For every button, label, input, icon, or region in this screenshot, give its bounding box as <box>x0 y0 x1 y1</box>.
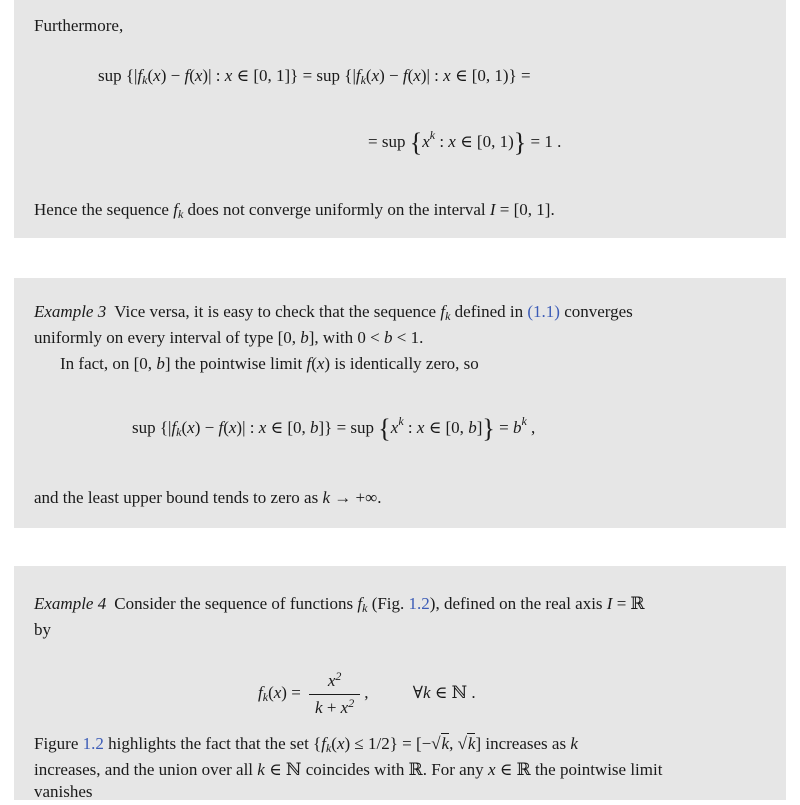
example-4-line-2: by <box>34 620 51 639</box>
example-4-line-5: vanishes <box>34 782 93 801</box>
text-box-1 <box>14 0 786 238</box>
equation-fk-definition: $f_k(x)$ = $\frac{x^2}{k + x^2}$ , ∀k ∈ ℕ . <box>258 668 476 720</box>
equation-sup-2: = sup {$x^k$ : x ∈ [0, 1)} = 1 . <box>368 128 562 157</box>
equation-reference-link[interactable]: (1.1) <box>527 302 560 321</box>
example-4-line-1: Example 4 Consider the sequence of functions $f_k$ (Fig. 1.2), defined on the real axis I = ℝ <box>34 594 645 615</box>
example-3-line-2: uniformly on every interval of type [0, b], with 0 < b < 1. <box>34 328 424 347</box>
equation-sup-1: sup {$|f_k(x) - f(x)|$ : x ∈ [0, 1]} = sup {$|f_k(x) - f(x)|$ : x ∈ [0, 1)} = <box>98 66 531 87</box>
figure-reference-link-2[interactable]: 1.2 <box>82 734 104 753</box>
example-label: Example 3 <box>34 302 107 321</box>
conclusion-text: Hence the sequence $f_k$ does not converge uniformly on the interval I = [0, 1]. <box>34 200 555 221</box>
figure-reference-link[interactable]: 1.2 <box>408 594 430 613</box>
example-3-conclusion: and the least upper bound tends to zero as k → +∞. <box>34 488 382 507</box>
equation-sup-b: sup {$|f_k(x) - f(x)|$ : x ∈ [0, b]} = sup {$x^k$ : x ∈ [0, $b]\} = b^k$ , <box>132 414 536 443</box>
example-3-line-3: In fact, on [0, b] the pointwise limit f(x) is identically zero, so <box>60 354 479 373</box>
example-label: Example 4 <box>34 594 107 613</box>
intro-text: Furthermore, <box>34 16 124 35</box>
fraction: $\frac{x^2}{k + x^2}$ <box>309 668 360 720</box>
example-3-box <box>14 278 786 528</box>
example-4-line-4: increases, and the union over all k ∈ ℕ coincides with ℝ. For any x ∈ ℝ the pointwise limit <box>34 760 663 779</box>
example-4-line-3: Figure 1.2 highlights the fact that the set $\{f_k(x) \le 1/2\} = [-√k$, √k] increases as k <box>34 734 578 755</box>
example-3-line-1: Example 3 Vice versa, it is easy to check that the sequence $f_k$ defined in (1.1) converges <box>34 302 633 323</box>
example-4-box <box>14 566 786 800</box>
